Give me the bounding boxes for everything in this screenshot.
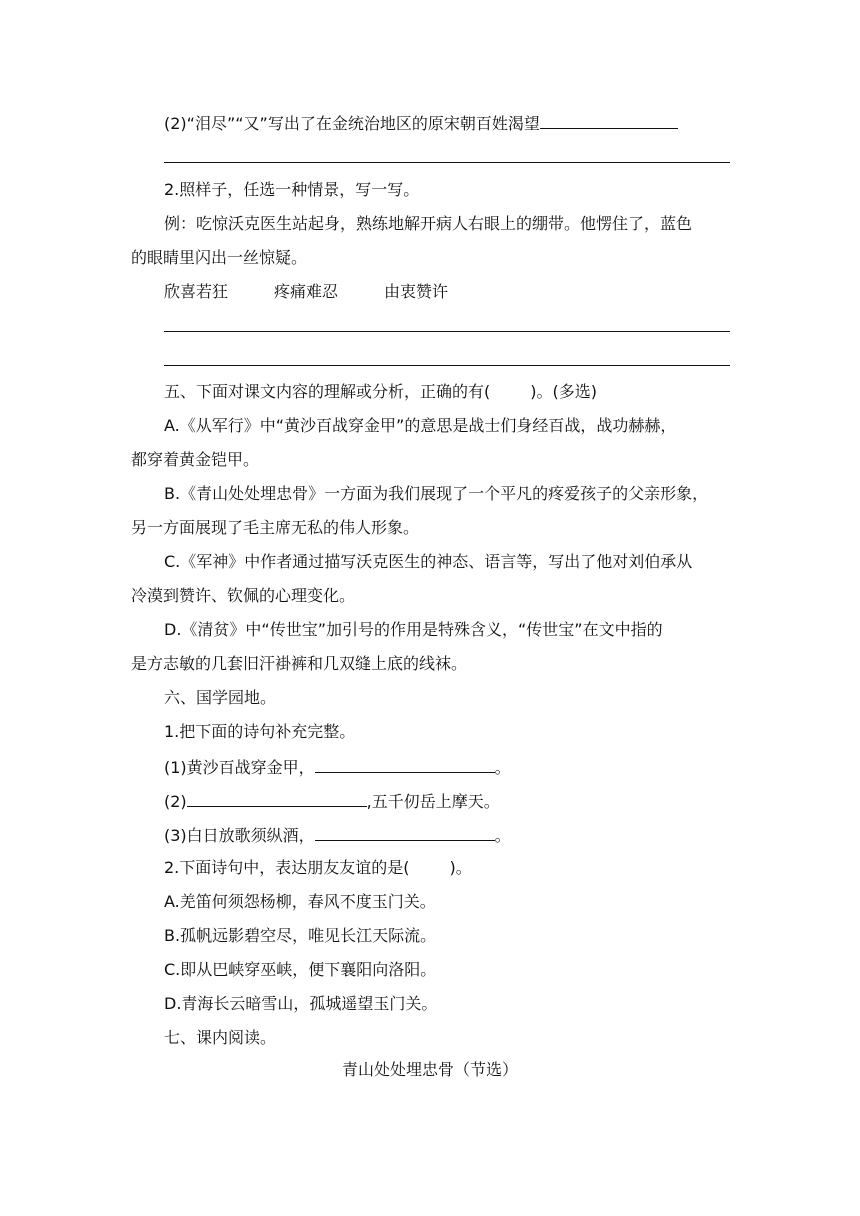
q4-example-line1: 例：吃惊沃克医生站起身，熟练地解开病人右眼上的绷带。他愣住了，蓝色 bbox=[164, 214, 693, 233]
q5-option-c-line1: C.《军神》中作者通过描写沃克医生的神态、语言等，写出了他对刘伯承从 bbox=[164, 552, 693, 571]
q6-poem2 bbox=[164, 788, 500, 814]
q6-poem1 bbox=[164, 754, 511, 780]
q6-poem3-suffix: 。 bbox=[494, 826, 511, 845]
q6-task1: 1.把下面的诗句补充完整。 bbox=[164, 722, 356, 741]
q6-poem1-suffix: 。 bbox=[494, 758, 511, 777]
q4-options bbox=[164, 280, 448, 304]
q6-poem3 bbox=[164, 822, 511, 848]
q5-title-part2: )。(多选) bbox=[530, 382, 597, 401]
q5-option-b-line2: 另一方面展现了毛主席无私的伟人形象。 bbox=[131, 518, 420, 537]
answer-blank[interactable] bbox=[540, 110, 678, 129]
q6-task2 bbox=[164, 856, 472, 880]
q6-title: 六、国学园地。 bbox=[164, 688, 277, 707]
q4-item2 bbox=[164, 110, 678, 136]
q6-option-c: C.即从巴峡穿巫峡，便下襄阳向洛阳。 bbox=[164, 960, 437, 979]
q4-option: 由衷赞许 bbox=[384, 282, 449, 301]
answer-line[interactable] bbox=[164, 365, 730, 366]
q4-option: 欣喜若狂 bbox=[164, 282, 229, 301]
q6-option-a: A.羌笛何须怨杨柳，春风不度玉门关。 bbox=[164, 892, 436, 911]
q6-option-b: B.孤帆远影碧空尽，唯见长江天际流。 bbox=[164, 926, 437, 945]
q6-poem3-prefix: (3)白日放歌须纵酒， bbox=[164, 826, 315, 845]
q4-task2-title: 2.照样子，任选一种情景，写一写。 bbox=[164, 180, 420, 199]
q4-item2-text: (2)“泪尽”“又”写出了在金统治地区的原宋朝百姓渴望 bbox=[164, 114, 540, 133]
q5-option-d-line2: 是方志敏的几套旧汗褂裤和几双缝上底的线袜。 bbox=[131, 654, 468, 673]
q6-poem2-suffix: ,五千仞岳上摩天。 bbox=[366, 792, 500, 811]
answer-line[interactable] bbox=[164, 331, 730, 332]
q6-poem1-prefix: (1)黄沙百战穿金甲， bbox=[164, 758, 315, 777]
answer-blank[interactable] bbox=[315, 754, 495, 773]
q4-example-line2: 的眼睛里闪出一丝惊疑。 bbox=[131, 248, 308, 267]
q6-task2-part2: )。 bbox=[449, 858, 472, 877]
answer-blank[interactable] bbox=[315, 822, 495, 841]
q5-option-a-line2: 都穿着黄金铠甲。 bbox=[131, 450, 260, 469]
q6-task2-part1: 2.下面诗句中，表达朋友友谊的是( bbox=[164, 858, 410, 877]
q4-option: 疼痛难忍 bbox=[274, 282, 339, 301]
answer-blank[interactable] bbox=[187, 788, 367, 807]
q5-option-d-line1: D.《清贫》中“传世宝”加引号的作用是特殊含义，“传世宝”在文中指的 bbox=[164, 620, 663, 639]
passage-title: 青山处处埋忠骨（节选） bbox=[341, 1060, 518, 1079]
q5-option-a-line1: A.《从军行》中“黄沙百战穿金甲”的意思是战士们身经百战，战功赫赫， bbox=[164, 416, 677, 435]
q6-option-d: D.青海长云暗雪山，孤城遥望玉门关。 bbox=[164, 994, 438, 1013]
q5-title-part1: 五、下面对课文内容的理解或分析，正确的有( bbox=[164, 382, 491, 401]
q6-poem2-prefix: (2) bbox=[164, 792, 187, 811]
q5-title bbox=[164, 380, 597, 404]
answer-line[interactable] bbox=[164, 162, 730, 163]
q5-option-b-line1: B.《青山处处埋忠骨》一方面为我们展现了一个平凡的疼爱孩子的父亲形象， bbox=[164, 484, 709, 503]
q7-title: 七、课内阅读。 bbox=[164, 1028, 277, 1047]
q5-option-c-line2: 冷漠到赞许、钦佩的心理变化。 bbox=[131, 586, 356, 605]
